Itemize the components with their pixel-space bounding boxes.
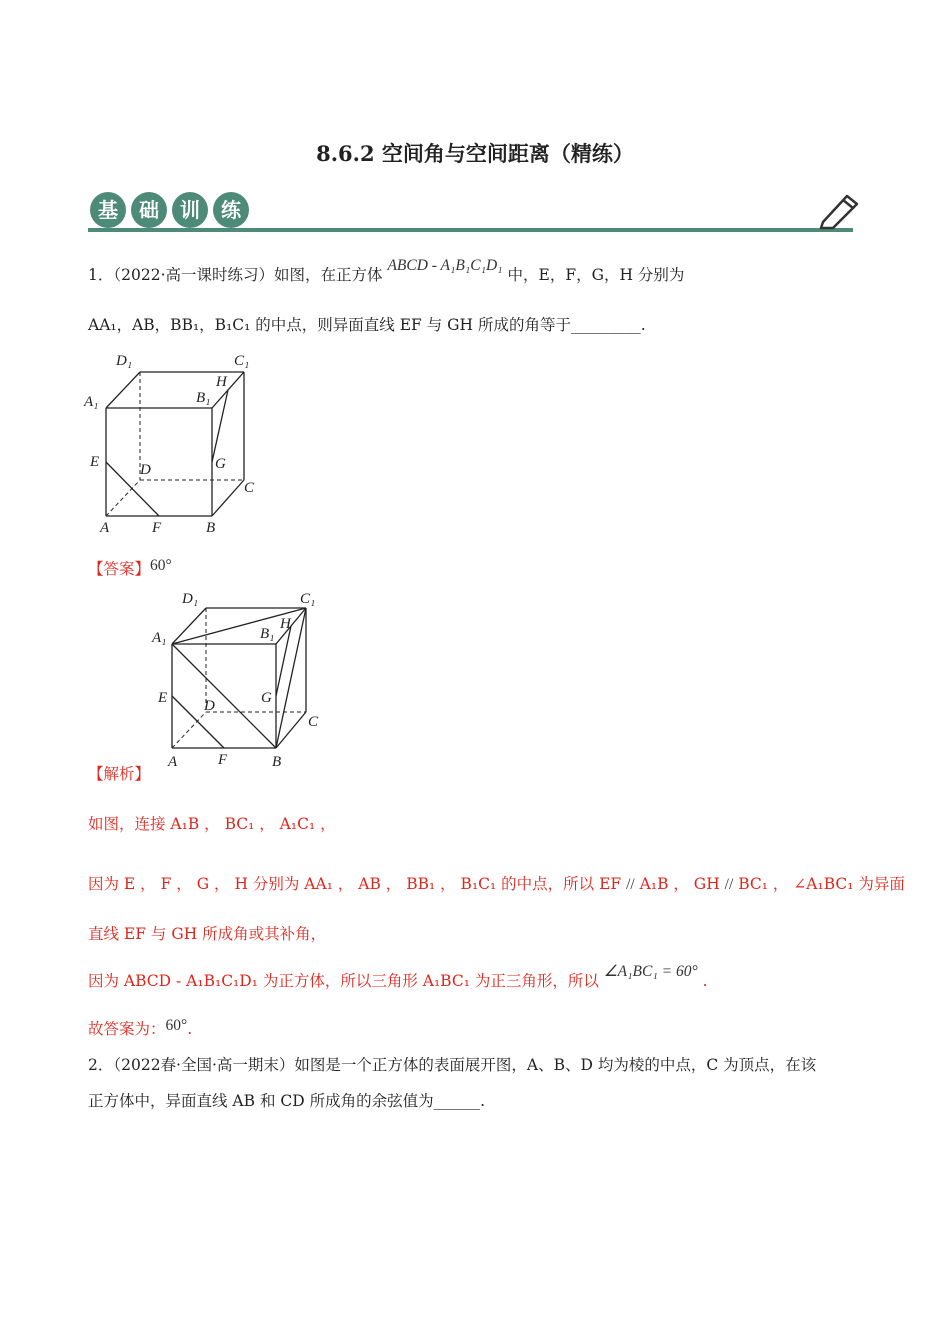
svg-text:B₁: B₁ bbox=[260, 626, 275, 642]
svg-text:A₁: A₁ bbox=[84, 394, 99, 410]
angle-expression: ∠A₁BC₁ = 60° bbox=[603, 963, 698, 980]
q2-line1: 2．（2022春·全国·高一期末）如图是一个正方体的表面展开图，A、B、D 均为棱的中点，C 为顶点，在该 bbox=[88, 1056, 817, 1074]
svg-text:D₁: D₁ bbox=[116, 353, 133, 369]
solution-line-5: 故答案为：60°. bbox=[88, 1017, 193, 1038]
svg-text:E: E bbox=[158, 690, 168, 706]
section-underline bbox=[88, 228, 853, 232]
svg-text:G: G bbox=[215, 456, 226, 472]
svg-text:H: H bbox=[280, 616, 291, 632]
solution-line-3: 直线 EF 与 GH 所成角或其补角， bbox=[88, 925, 327, 943]
svg-text:E: E bbox=[90, 454, 100, 470]
cube-figure-1 bbox=[82, 348, 272, 540]
section-char-1: 基 bbox=[90, 192, 126, 228]
svg-text:C: C bbox=[244, 480, 255, 496]
solution-line-2: 因为 E ， F ， G ， H 分别为 AA₁ ， AB ， BB₁ ， B₁C₁ 的中点，所以 EF // A₁B ， GH // BC₁ ， ∠A₁BC₁ 为异面 bbox=[88, 875, 905, 893]
svg-text:A: A bbox=[168, 754, 178, 770]
svg-text:C₁: C₁ bbox=[300, 591, 316, 607]
svg-text:B₁: B₁ bbox=[196, 390, 211, 406]
pencil-edit-icon bbox=[815, 186, 865, 232]
svg-text:F: F bbox=[218, 752, 228, 768]
page-title: 8.6.2 空间角与空间距离（精练） bbox=[316, 141, 634, 166]
cube-figure-2 bbox=[148, 586, 338, 772]
svg-text:B: B bbox=[272, 754, 282, 770]
svg-text:D: D bbox=[140, 462, 151, 478]
solution-line-1: 如图，连接 A₁B ， BC₁ ， A₁C₁ ， bbox=[88, 815, 336, 833]
section-char-2: 础 bbox=[131, 192, 167, 228]
q2-line2: 正方体中，异面直线 AB 和 CD 所成角的余弦值为______. bbox=[88, 1092, 486, 1110]
svg-text:H: H bbox=[216, 374, 227, 390]
svg-text:A: A bbox=[100, 520, 110, 536]
q1-answer bbox=[88, 557, 172, 579]
q1-cube-name: ABCD - A₁B₁C₁D₁ bbox=[387, 257, 503, 274]
analysis-label: 【解析】 bbox=[88, 765, 151, 783]
solution-line-4: 因为 ABCD - A₁B₁C₁D₁ 为正方体，所以三角形 A₁BC₁ 为正三角形，所以 ∠A₁BC₁ = 60° . bbox=[88, 963, 708, 990]
parallel-symbol: // bbox=[626, 876, 635, 893]
svg-text:A₁: A₁ bbox=[152, 630, 167, 646]
svg-text:B: B bbox=[206, 520, 216, 536]
svg-text:F: F bbox=[152, 520, 162, 536]
answer-value: 60° bbox=[150, 557, 172, 574]
svg-text:C₁: C₁ bbox=[234, 353, 250, 369]
section-char-3: 训 bbox=[172, 192, 208, 228]
svg-text:C: C bbox=[308, 714, 319, 730]
q1-line2: AA₁，AB，BB₁，B₁C₁ 的中点，则异面直线 EF 与 GH 所成的角等于_________. bbox=[88, 316, 646, 334]
parallel-symbol: // bbox=[724, 876, 734, 893]
svg-text:G: G bbox=[261, 690, 272, 706]
svg-text:D₁: D₁ bbox=[182, 591, 199, 607]
section-char-4: 练 bbox=[213, 192, 249, 228]
svg-text:D: D bbox=[204, 698, 215, 714]
answer-label: 【答案】 bbox=[88, 560, 151, 578]
q1-line1: 1．（2022·高一课时练习）如图，在正方体 ABCD - A₁B₁C₁D₁ 中，E，F，G，H 分别为 bbox=[88, 257, 685, 284]
